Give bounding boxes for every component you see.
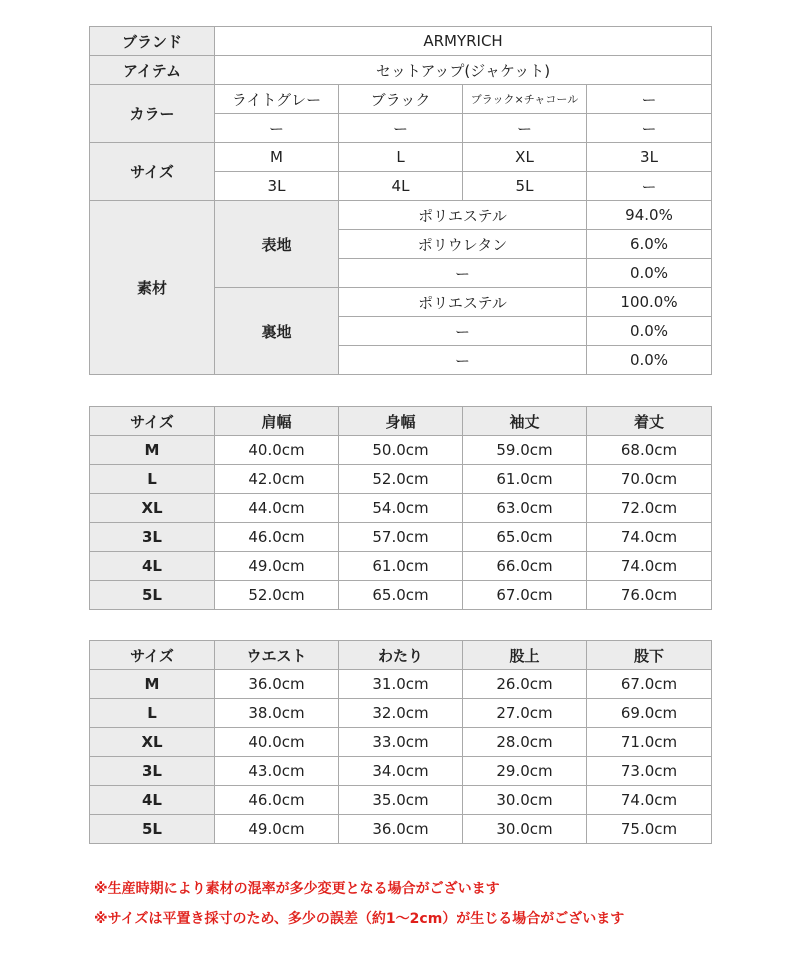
- table-row: [90, 786, 712, 815]
- header-cell: サイズ: [90, 641, 215, 670]
- table-row: [90, 815, 712, 844]
- value-cell: 50.0cm: [339, 436, 463, 465]
- value-cell: 69.0cm: [587, 699, 712, 728]
- size-cell: M: [90, 670, 215, 699]
- value-cell: 46.0cm: [215, 786, 339, 815]
- size-cell: 3L: [215, 172, 339, 201]
- value-cell: 73.0cm: [587, 757, 712, 786]
- value-cell: 65.0cm: [339, 581, 463, 610]
- value-cell: 61.0cm: [339, 552, 463, 581]
- jacket-size-table: [89, 406, 712, 610]
- table-row: [90, 728, 712, 757]
- value-cell: 63.0cm: [463, 494, 587, 523]
- value-cell: 40.0cm: [215, 436, 339, 465]
- value-cell: 46.0cm: [215, 523, 339, 552]
- value-cell: 27.0cm: [463, 699, 587, 728]
- table-row: [90, 581, 712, 610]
- value-cell: 26.0cm: [463, 670, 587, 699]
- table-header-row: [90, 641, 712, 670]
- value-cell: 59.0cm: [463, 436, 587, 465]
- size-cell: 5L: [463, 172, 587, 201]
- value-cell: 67.0cm: [463, 581, 587, 610]
- size-cell: 5L: [90, 581, 215, 610]
- material-name: ー: [339, 346, 587, 375]
- size-cell: XL: [463, 143, 587, 172]
- header-cell: 身幅: [339, 407, 463, 436]
- header-cell: 袖丈: [463, 407, 587, 436]
- table-row: [90, 465, 712, 494]
- outer-label: 表地: [215, 201, 339, 288]
- brand-label: ブランド: [90, 27, 215, 56]
- value-cell: 70.0cm: [587, 465, 712, 494]
- value-cell: 74.0cm: [587, 523, 712, 552]
- value-cell: 66.0cm: [463, 552, 587, 581]
- material-name: ポリエステル: [339, 201, 587, 230]
- value-cell: 71.0cm: [587, 728, 712, 757]
- color-label: カラー: [90, 85, 215, 143]
- size-cell: XL: [90, 728, 215, 757]
- header-cell: サイズ: [90, 407, 215, 436]
- header-cell: わたり: [339, 641, 463, 670]
- size-cell: L: [339, 143, 463, 172]
- brand-value: ARMYRICH: [215, 27, 712, 56]
- table-row: [90, 552, 712, 581]
- header-cell: 肩幅: [215, 407, 339, 436]
- value-cell: 34.0cm: [339, 757, 463, 786]
- material-name: ポリエステル: [339, 288, 587, 317]
- material-pct: 100.0%: [587, 288, 712, 317]
- size-cell: L: [90, 465, 215, 494]
- material-name: ポリウレタン: [339, 230, 587, 259]
- size-cell: 4L: [339, 172, 463, 201]
- color-cell: ブラック: [339, 85, 463, 114]
- spec-row-item: [90, 56, 712, 85]
- note-material: ※生産時期により素材の混率が多少変更となる場合がございます: [94, 881, 500, 897]
- size-cell: 4L: [90, 786, 215, 815]
- item-label: アイテム: [90, 56, 215, 85]
- color-cell: ー: [587, 114, 712, 143]
- value-cell: 75.0cm: [587, 815, 712, 844]
- value-cell: 49.0cm: [215, 815, 339, 844]
- value-cell: 36.0cm: [339, 815, 463, 844]
- value-cell: 36.0cm: [215, 670, 339, 699]
- material-label: 素材: [90, 201, 215, 375]
- value-cell: 44.0cm: [215, 494, 339, 523]
- header-cell: 股上: [463, 641, 587, 670]
- table-row: [90, 436, 712, 465]
- value-cell: 40.0cm: [215, 728, 339, 757]
- table-row: [90, 523, 712, 552]
- size-cell: 3L: [90, 757, 215, 786]
- size-cell: 5L: [90, 815, 215, 844]
- value-cell: 54.0cm: [339, 494, 463, 523]
- spec-row-color-1: [90, 85, 712, 114]
- size-cell: 3L: [587, 143, 712, 172]
- value-cell: 43.0cm: [215, 757, 339, 786]
- value-cell: 42.0cm: [215, 465, 339, 494]
- material-pct: 6.0%: [587, 230, 712, 259]
- spec-row-size-1: [90, 143, 712, 172]
- table-row: [90, 757, 712, 786]
- value-cell: 35.0cm: [339, 786, 463, 815]
- table-row: [90, 670, 712, 699]
- lining-label: 裏地: [215, 288, 339, 375]
- size-cell: ー: [587, 172, 712, 201]
- value-cell: 28.0cm: [463, 728, 587, 757]
- table-row: [90, 494, 712, 523]
- value-cell: 30.0cm: [463, 815, 587, 844]
- material-pct: 0.0%: [587, 317, 712, 346]
- size-cell: 4L: [90, 552, 215, 581]
- value-cell: 68.0cm: [587, 436, 712, 465]
- size-cell: XL: [90, 494, 215, 523]
- value-cell: 38.0cm: [215, 699, 339, 728]
- color-cell: ブラック×チャコール: [463, 85, 587, 114]
- material-pct: 0.0%: [587, 346, 712, 375]
- size-cell: M: [215, 143, 339, 172]
- value-cell: 49.0cm: [215, 552, 339, 581]
- value-cell: 32.0cm: [339, 699, 463, 728]
- notes: [94, 874, 624, 934]
- color-cell: ライトグレー: [215, 85, 339, 114]
- size-cell: 3L: [90, 523, 215, 552]
- table-row: [90, 699, 712, 728]
- material-name: ー: [339, 259, 587, 288]
- value-cell: 31.0cm: [339, 670, 463, 699]
- color-cell: ー: [587, 85, 712, 114]
- value-cell: 57.0cm: [339, 523, 463, 552]
- header-cell: ウエスト: [215, 641, 339, 670]
- value-cell: 74.0cm: [587, 786, 712, 815]
- value-cell: 76.0cm: [587, 581, 712, 610]
- material-pct: 94.0%: [587, 201, 712, 230]
- value-cell: 67.0cm: [587, 670, 712, 699]
- size-label: サイズ: [90, 143, 215, 201]
- value-cell: 33.0cm: [339, 728, 463, 757]
- spec-row-brand: [90, 27, 712, 56]
- header-cell: 着丈: [587, 407, 712, 436]
- color-cell: ー: [463, 114, 587, 143]
- size-cell: L: [90, 699, 215, 728]
- item-value: セットアップ(ジャケット): [215, 56, 712, 85]
- value-cell: 65.0cm: [463, 523, 587, 552]
- value-cell: 74.0cm: [587, 552, 712, 581]
- value-cell: 72.0cm: [587, 494, 712, 523]
- value-cell: 61.0cm: [463, 465, 587, 494]
- color-cell: ー: [215, 114, 339, 143]
- size-cell: M: [90, 436, 215, 465]
- header-cell: 股下: [587, 641, 712, 670]
- value-cell: 30.0cm: [463, 786, 587, 815]
- spec-row-material: [90, 201, 712, 230]
- material-pct: 0.0%: [587, 259, 712, 288]
- color-cell: ー: [339, 114, 463, 143]
- value-cell: 29.0cm: [463, 757, 587, 786]
- spec-table: [89, 26, 712, 375]
- value-cell: 52.0cm: [215, 581, 339, 610]
- table-header-row: [90, 407, 712, 436]
- note-measurement: ※サイズは平置き採寸のため、多少の誤差（約1～2cm）が生じる場合がございます: [94, 911, 625, 927]
- material-name: ー: [339, 317, 587, 346]
- value-cell: 52.0cm: [339, 465, 463, 494]
- pants-size-table: [89, 640, 712, 844]
